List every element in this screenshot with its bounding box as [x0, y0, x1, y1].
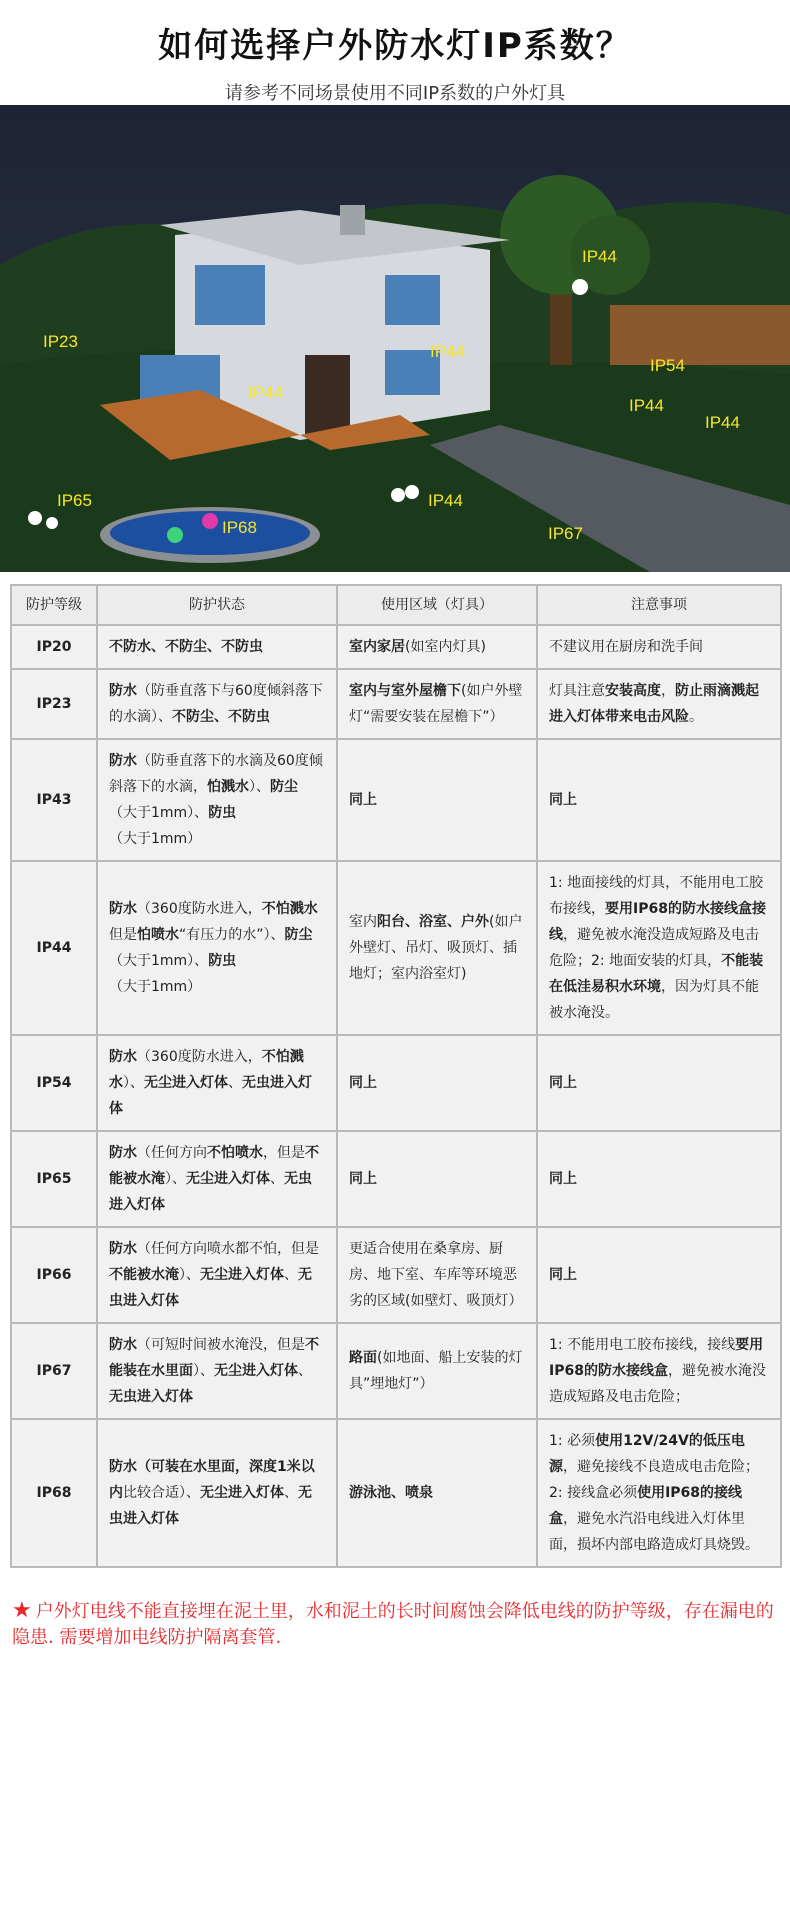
area-cell [337, 1227, 537, 1323]
note-cell [537, 861, 781, 1035]
status-text: 防水（可装在水里面，深度1米以内 [109, 1459, 315, 1501]
area-text: 路面 [349, 1350, 377, 1366]
footer-warning [0, 1568, 790, 1661]
fence [610, 305, 790, 365]
area-text: 室内 [349, 914, 377, 930]
status-text: （防垂直落下与60度倾斜落下的水滴）、 [109, 683, 323, 725]
note-text: 灯具注意 [549, 683, 605, 699]
status-text: 无尘进入灯体 [214, 1363, 298, 1379]
status-cell [97, 1323, 337, 1419]
status-text: 防水 [109, 753, 137, 769]
note-cell [537, 669, 781, 739]
note-text: 不建议用在厨房和洗手间 [549, 639, 703, 655]
status-text: ）、 [165, 1171, 186, 1187]
page-subtitle: 请参考不同场景使用不同IP系数的户外灯具 [224, 83, 566, 104]
status-text: （任何方向 [137, 1145, 207, 1161]
table-row [11, 1419, 781, 1567]
header-usage-area: 使用区域（灯具） [337, 585, 537, 625]
ip-label-ip44-porch: IP44 [248, 383, 283, 402]
area-text: 室内家居 [349, 639, 405, 655]
ip-label-ip68: IP68 [222, 518, 257, 537]
area-text: 阳台、浴室、户外 [377, 914, 489, 930]
ip-label-ip44-wall: IP44 [582, 247, 617, 266]
ip-label-ip67: IP67 [548, 524, 583, 543]
ip-label-ip65: IP65 [57, 491, 92, 510]
table-row [11, 669, 781, 739]
note-text: 同上 [549, 1075, 577, 1091]
status-text: 不能被水淹 [109, 1267, 179, 1283]
area-cell [337, 1131, 537, 1227]
status-text: 不防水、不防尘、不防虫 [109, 639, 263, 655]
area-text: 游泳池、喷泉 [349, 1485, 433, 1501]
area-cell [337, 669, 537, 739]
protection-level-cell: IP67 [11, 1323, 97, 1419]
status-text: ）、 [123, 1075, 144, 1091]
status-text: 不怕溅水 [109, 1049, 304, 1091]
status-text: （360度防水进入， [137, 1049, 262, 1065]
note-cell [537, 1131, 781, 1227]
header-protection-level: 防护等级 [11, 585, 97, 625]
status-text: 怕喷水 [137, 927, 179, 943]
ip-rating-table [10, 584, 782, 1568]
status-cell [97, 1035, 337, 1131]
area-text: 室内与室外屋檐下 [349, 683, 461, 699]
status-text: （大于1mm） [109, 979, 202, 995]
note-text: 1: 不能用电工胶布接线，接线 [549, 1337, 736, 1353]
area-text: (如壁灯、吸顶灯） [405, 1293, 523, 1309]
area-text: 同上 [349, 792, 377, 808]
status-text: 怕溅水 [207, 779, 249, 795]
note-text: 使用12V/24V的低压电源 [549, 1433, 745, 1475]
status-text: （360度防水进入， [137, 901, 262, 917]
window-upper-left [195, 265, 265, 325]
area-cell [337, 1035, 537, 1131]
status-text: 无虫进入灯体 [109, 1075, 312, 1117]
front-door [305, 355, 350, 435]
protection-level-cell: IP43 [11, 739, 97, 861]
garden-light-1 [28, 511, 42, 525]
status-text: 无虫进入灯体 [109, 1171, 312, 1213]
area-text: 更适合使用在桑拿房、厨房、地下室、车库等环境恶劣的区域 [349, 1241, 517, 1309]
status-text: 无虫进入灯体 [109, 1485, 312, 1527]
note-cell [537, 1419, 781, 1567]
area-cell [337, 1323, 537, 1419]
area-text: (如户外壁灯、吊灯、吸顶灯、插地灯；室内浴室灯) [349, 914, 523, 982]
protection-level-cell: IP23 [11, 669, 97, 739]
garden-light-2 [46, 517, 58, 529]
note-text: 同上 [549, 1267, 577, 1283]
status-text: 、 [270, 1171, 284, 1187]
area-text: 同上 [349, 1171, 377, 1187]
house-illustration [0, 105, 790, 572]
ip-label-ip44-post: IP44 [705, 413, 740, 432]
status-text: 防水 [109, 1049, 137, 1065]
status-text: 不防尘、不防虫 [172, 709, 270, 725]
table-body [11, 625, 781, 1567]
table-row [11, 861, 781, 1035]
note-text: 安装高度 [605, 683, 661, 699]
status-text: 、 [298, 1363, 312, 1379]
note-cell [537, 625, 781, 669]
note-text: 不能装在低洼易积水环境 [549, 953, 764, 995]
table-row [11, 1227, 781, 1323]
header-protection-status: 防护状态 [97, 585, 337, 625]
status-text: ）、 [249, 779, 270, 795]
note-text: 使用IP68的接线盒 [549, 1485, 743, 1527]
note-text: 1: 地面接线的灯具，不能用电工胶布接线， [549, 875, 764, 917]
status-cell [97, 625, 337, 669]
ip-label-ip44-path: IP44 [629, 396, 664, 415]
star-icon: ★ [12, 1598, 32, 1623]
status-text: 、 [284, 1485, 298, 1501]
status-text: （大于1mm）、 [109, 805, 209, 821]
note-text: 同上 [549, 792, 577, 808]
status-text: （大于1mm）、 [109, 953, 209, 969]
status-text: （防垂直落下的水滴及60度倾斜落下的水滴， [109, 753, 323, 795]
wall-light [572, 279, 588, 295]
table-row [11, 625, 781, 669]
status-text: 防水 [109, 1145, 137, 1161]
note-cell [537, 1323, 781, 1419]
note-text: 防止雨滴溅起进入灯体带来电击风险 [549, 683, 759, 725]
note-text: 。 [689, 709, 703, 725]
status-text: ）、 [179, 1267, 200, 1283]
area-text: (如地面、船上安装的灯具”埋地灯”） [349, 1350, 523, 1392]
status-text: 比较合适）、 [123, 1485, 200, 1501]
table-row [11, 739, 781, 861]
status-text: 、 [284, 1267, 298, 1283]
status-text: 无虫进入灯体 [109, 1267, 312, 1309]
area-cell [337, 739, 537, 861]
status-text: 不怕溅水 [261, 901, 318, 917]
status-cell [97, 739, 337, 861]
area-cell [337, 1419, 537, 1567]
chimney [340, 205, 365, 235]
ip-table-wrapper [0, 572, 790, 1568]
status-text: 但是 [109, 927, 137, 943]
protection-level-cell: IP66 [11, 1227, 97, 1323]
note-text: ，避免水汽沿电线进入灯体里面，损坏内部电路造成灯具烧毁。 [549, 1511, 759, 1553]
status-cell [97, 1419, 337, 1567]
status-text: 防水 [109, 1241, 137, 1257]
header-notes: 注意事项 [537, 585, 781, 625]
status-text: 防尘 [284, 927, 313, 943]
status-text: 防虫 [208, 805, 237, 821]
note-text: ， [661, 683, 675, 699]
status-text: 无尘进入灯体 [200, 1485, 284, 1501]
ip-label-ip44-lamp: IP44 [428, 491, 463, 510]
status-text: 防尘 [270, 779, 298, 795]
note-text: 要用IP68的防水接线盒接线 [549, 901, 766, 943]
note-text: ，因为灯具不能被水淹没。 [549, 979, 759, 1021]
protection-level-cell: IP44 [11, 861, 97, 1035]
post-light-2 [405, 485, 419, 499]
status-text: （大于1mm） [109, 831, 202, 847]
area-text: 同上 [349, 1075, 377, 1091]
status-text: 防虫 [208, 953, 237, 969]
status-text: 无尘进入灯体 [200, 1267, 284, 1283]
status-text: 、 [228, 1075, 242, 1091]
status-cell [97, 669, 337, 739]
status-text: 防水 [109, 1337, 137, 1353]
area-text: (如户外壁灯“需要安装在屋檐下”） [349, 683, 523, 725]
page-title: 如何选择户外防水灯IP系数？ [158, 26, 632, 66]
status-text: 防水 [109, 683, 137, 699]
status-text: 不能装在水里面 [109, 1337, 319, 1379]
status-cell [97, 1131, 337, 1227]
status-text: 无尘进入灯体 [144, 1075, 228, 1091]
table-row [11, 1131, 781, 1227]
status-text: （任何方向喷水都不怕，但是 [137, 1241, 319, 1257]
note-cell [537, 739, 781, 861]
status-text: （可短时间被水淹没，但是 [137, 1337, 305, 1353]
area-text: (如室内灯具) [405, 639, 486, 655]
status-text: ，但是 [263, 1145, 305, 1161]
ip-label-ip44-door: IP44 [430, 342, 465, 361]
status-text: 无尘进入灯体 [186, 1171, 270, 1187]
status-text: ）、 [193, 1363, 214, 1379]
table-header-row [11, 585, 781, 625]
status-cell [97, 861, 337, 1035]
protection-level-cell: IP54 [11, 1035, 97, 1131]
note-text: ，避免接线不良造成电击危险； [563, 1459, 759, 1475]
area-cell [337, 861, 537, 1035]
protection-level-cell: IP68 [11, 1419, 97, 1567]
note-text: 同上 [549, 1171, 577, 1187]
footer-warning-text: 户外灯电线不能直接埋在泥土里，水和泥土的长时间腐蚀会降低电线的防护等级，存在漏电的隐患. 需要增加电线防护隔离套管. [12, 1601, 774, 1648]
status-text: 无虫进入灯体 [109, 1389, 193, 1405]
note-text: 1: 必须 [549, 1433, 596, 1449]
protection-level-cell: IP65 [11, 1131, 97, 1227]
window-upper-right [385, 275, 440, 325]
note-text: 2: 地面安装的灯具， [591, 953, 722, 969]
note-cell [537, 1035, 781, 1131]
area-cell [337, 625, 537, 669]
post-light-1 [391, 488, 405, 502]
status-text: 不能被水淹 [109, 1145, 319, 1187]
table-row [11, 1323, 781, 1419]
status-text: 防水 [109, 901, 137, 917]
page-header [0, 0, 790, 105]
status-cell [97, 1227, 337, 1323]
note-text: 2: 接线盒必须 [549, 1485, 638, 1501]
ip-label-ip23: IP23 [43, 332, 78, 351]
note-text: ，避免被水淹没造成短路及电击危险； [549, 1363, 766, 1405]
note-text: ，避免被水淹没造成短路及电击危险； [549, 927, 759, 969]
note-text: 要用IP68的防水接线盒 [549, 1337, 764, 1379]
table-row [11, 1035, 781, 1131]
status-text: 不怕喷水 [207, 1145, 263, 1161]
ip-label-ip54: IP54 [650, 356, 685, 375]
status-text: “有压力的水”）、 [179, 927, 285, 943]
protection-level-cell: IP20 [11, 625, 97, 669]
house-scene-svg [0, 105, 790, 572]
note-cell [537, 1227, 781, 1323]
